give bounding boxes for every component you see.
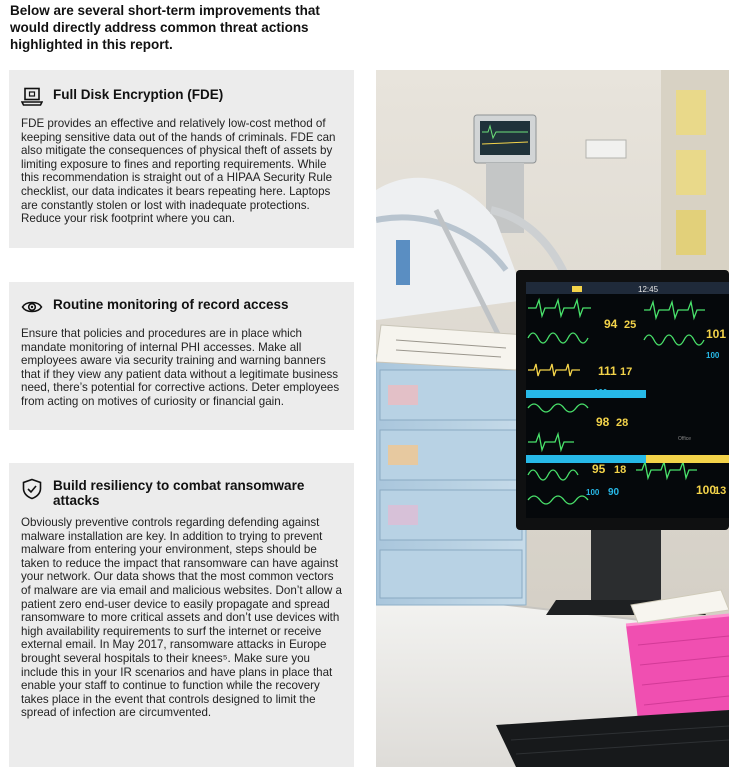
intro-text: Below are several short-term improvements that would directly address common threat actions highlighted in this report. (10, 3, 320, 52)
reading: 100 (696, 483, 717, 497)
card-title: Full Disk Encryption (FDE) (53, 87, 224, 102)
reading: 18 (614, 464, 627, 476)
reading: 98 (596, 415, 610, 429)
eye-icon (21, 297, 43, 317)
card-title-row (21, 463, 342, 508)
reading: 90 (608, 487, 620, 498)
reading: 95 (592, 462, 606, 476)
reading: 112 (620, 389, 637, 400)
reading: 100 (706, 351, 720, 360)
ransomware-card (9, 463, 354, 767)
brand-label: Office (678, 436, 691, 442)
laptop-icon (21, 87, 43, 107)
card-title-row (21, 70, 342, 107)
fde-card (9, 70, 354, 248)
reading: 17 (620, 366, 633, 378)
card-title: Routine monitoring of record access (53, 297, 289, 312)
reading: 111 (598, 364, 617, 378)
reading: 101 (706, 327, 727, 341)
card-title: Build resiliency to combat ransomware attacks (53, 478, 305, 508)
record-access-card (9, 282, 354, 430)
card-body: Obviously preventive controls regarding defending against malware installation are key. In addition to trying to prevent malware from entering your environment, steps should be taken to reduce the impact that ransomware can have against your network. Our data shows that the most common vectors of malware are via email and malicious websites. Don’t allow a patient zero end-user device to easily propagate and spread ransomware to more critical assets and don’t use devices with high availability requirements to surf the internet or receive external email. In May 2017, ransomware attacks in Europe brought several hospitals to their knees⁵. Make sure you include this in your IR scenarios and have plans in place that enable your staff to continue to function while the recovery takes place in the event that controls designed to limit the spread of infection are circumvented. (21, 516, 342, 720)
reading: 28 (616, 417, 629, 429)
reading: 100 (586, 488, 600, 497)
reading: 13 (714, 485, 727, 497)
reading: 100 (594, 388, 608, 397)
shield-check-icon (21, 478, 43, 498)
card-title-row (21, 282, 342, 317)
reading: 25 (624, 319, 637, 331)
monitor-time: 12:45 (638, 285, 659, 294)
card-body: Ensure that policies and procedures are in place which mandate monitoring of internal PHI accesses. Make all employees aware via security training and warning banners that if they view any patient data without a legitimate business need, there’s potential for corrective actions. Deter employees from acting on motives of curiosity or financial gain. (21, 327, 340, 408)
card-body: FDE provides an effective and relatively low-cost method of keeping sensitive data out of the hands of criminals. FDE can also mitigate the consequences of physical theft of assets by limiting exposure to fines and reporting requirements. While this recommendation is straight out of a HIPAA Security Rule checklist, our data indicates it bears repeating here. Laptops are constantly stolen or lost with inadequate protections. Reduce your risk footprint where you can. (21, 117, 336, 226)
reading: 94 (604, 317, 618, 331)
hospital-photo (376, 70, 729, 767)
